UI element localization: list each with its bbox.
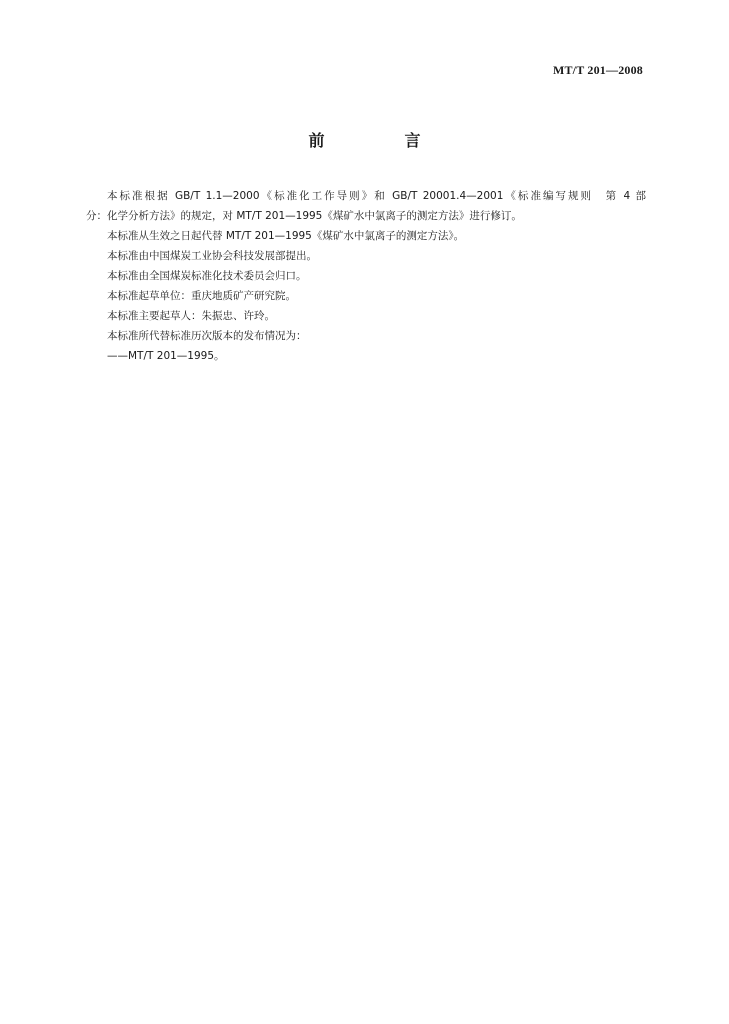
page-title: 前 言 <box>308 131 453 150</box>
paragraph-centralized-by: 本标准由全国煤炭标准化技术委员会归口。 <box>107 270 307 282</box>
standard-code: MT/T 201—2008 <box>552 63 643 77</box>
paragraph-proposed-by: 本标准由中国煤炭工业协会科技发展部提出。 <box>107 250 317 262</box>
foreword-body <box>86 186 646 366</box>
paragraph-replacement: 本标准从生效之日起代替 MT/T 201—1995《煤矿水中氯离子的测定方法》。 <box>107 230 465 242</box>
paragraph-revision-basis: 本标准根据 GB/T 1.1—2000《标准化工作导则》和 GB/T 20001.4—2001《标准编写规则 第 4 部 <box>107 190 646 202</box>
paragraph-drafting-unit: 本标准起草单位：重庆地质矿产研究院。 <box>107 290 296 302</box>
paragraph-previous-edition-item: ——MT/T 201—1995。 <box>107 350 225 362</box>
paragraph-drafters: 本标准主要起草人：朱振忠、许玲。 <box>107 310 275 322</box>
paragraph-revision-basis-continued: 分：化学分析方法》的规定，对 MT/T 201—1995《煤矿水中氯离子的测定方法》进行修订。 <box>86 210 522 222</box>
paragraph-previous-editions: 本标准所代替标准历次版本的发布情况为： <box>107 330 307 342</box>
